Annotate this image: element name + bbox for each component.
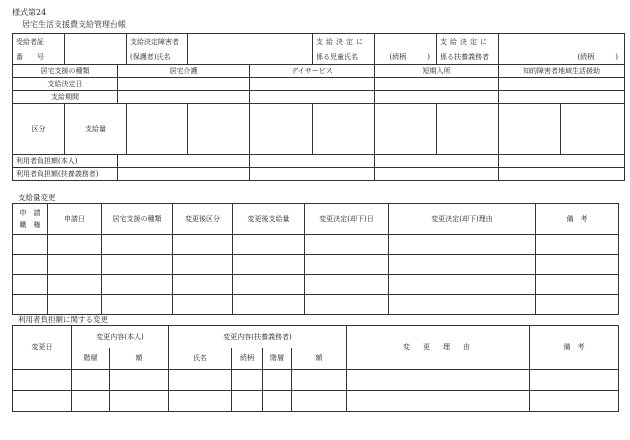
ex-officio-label: 職 権 xyxy=(19,220,41,229)
guardian-relation[interactable]: (続柄 ) xyxy=(499,50,625,65)
self-bracket-header: 階層 xyxy=(72,348,110,370)
decision-date-label: 支給決定日 xyxy=(13,78,118,91)
guardian-value[interactable] xyxy=(499,34,625,50)
table-row xyxy=(13,370,619,391)
form-number: 様式第24 xyxy=(12,8,47,17)
table-row xyxy=(13,235,619,255)
child-relation[interactable]: (続柄 ) xyxy=(375,50,437,65)
child-name-label-2: 係る児童氏名 xyxy=(313,50,375,65)
amount-change-table xyxy=(12,203,619,315)
guardian-amount-header: 額 xyxy=(292,348,347,370)
guardian-relation-header: 続柄 xyxy=(232,348,263,370)
type-group-living: 知的障害者地域生活援助 xyxy=(499,65,625,78)
guardian-change-header: 変更内容(扶養義務者) xyxy=(169,326,347,348)
burden-change-table xyxy=(12,325,619,412)
recipient-cert-value[interactable] xyxy=(65,34,127,50)
applicant-header xyxy=(13,204,48,235)
guardian-label: 支給決定に xyxy=(437,34,499,50)
type-day-service: デイサービス xyxy=(250,65,375,78)
burden-change-heading: 利用者負担額に関する変更 xyxy=(18,315,108,324)
applicant-label: 申 請 xyxy=(19,209,41,218)
table-row xyxy=(13,275,619,295)
child-name-label: 支給決定に xyxy=(313,34,375,50)
self-change-header: 変更内容(本人) xyxy=(72,326,169,348)
disabled-name-value[interactable] xyxy=(188,34,313,50)
ledger-table xyxy=(12,33,625,181)
table-row xyxy=(13,255,619,275)
change-date-header: 変更日 xyxy=(13,326,72,370)
guardian-name-header: 氏名 xyxy=(169,348,232,370)
disabled-name-label: 支給決定障害者 xyxy=(127,34,188,50)
disabled-name-label-2: (保護者)氏名 xyxy=(127,50,188,65)
table-row xyxy=(13,295,619,315)
table-row xyxy=(13,391,619,412)
self-amount-header: 額 xyxy=(110,348,169,370)
support-type-header: 居宅支援の種類 xyxy=(13,65,118,78)
new-amount-header: 変更後支給量 xyxy=(233,204,305,235)
reason-header: 変更決定(却下)理由 xyxy=(389,204,536,235)
category-label: 区分 xyxy=(13,104,65,155)
support-type-col-header: 居宅支援の種類 xyxy=(102,204,173,235)
application-date-header: 申請日 xyxy=(48,204,102,235)
amount-change-heading: 支給量変更 xyxy=(18,193,56,202)
period-label: 支給期間 xyxy=(13,91,118,104)
amount-label: 支給量 xyxy=(65,104,127,155)
type-home-care: 居宅介護 xyxy=(118,65,250,78)
child-name-value[interactable] xyxy=(375,34,437,50)
guardian-bracket-header: 階層 xyxy=(263,348,292,370)
recipient-cert-label: 受給者証 xyxy=(13,34,65,50)
page-title: 居宅生活支援費支給管理台帳 xyxy=(22,20,126,29)
type-short-stay: 短期入所 xyxy=(375,65,499,78)
burden-remarks-header: 備 考 xyxy=(530,326,619,370)
decision-date-header: 変更決定(却下)日 xyxy=(305,204,389,235)
guardian-label-2: 係る扶養義務者 xyxy=(437,50,499,65)
burden-self-label: 利用者負担額(本人) xyxy=(13,155,118,168)
remarks-header: 備 考 xyxy=(536,204,619,235)
new-category-header: 変更後区分 xyxy=(173,204,233,235)
burden-guardian-label: 利用者負担額(扶養義務者) xyxy=(13,168,118,181)
recipient-cert-label-2: 番 号 xyxy=(13,50,65,65)
burden-reason-header: 変 更 理 由 xyxy=(347,326,530,370)
